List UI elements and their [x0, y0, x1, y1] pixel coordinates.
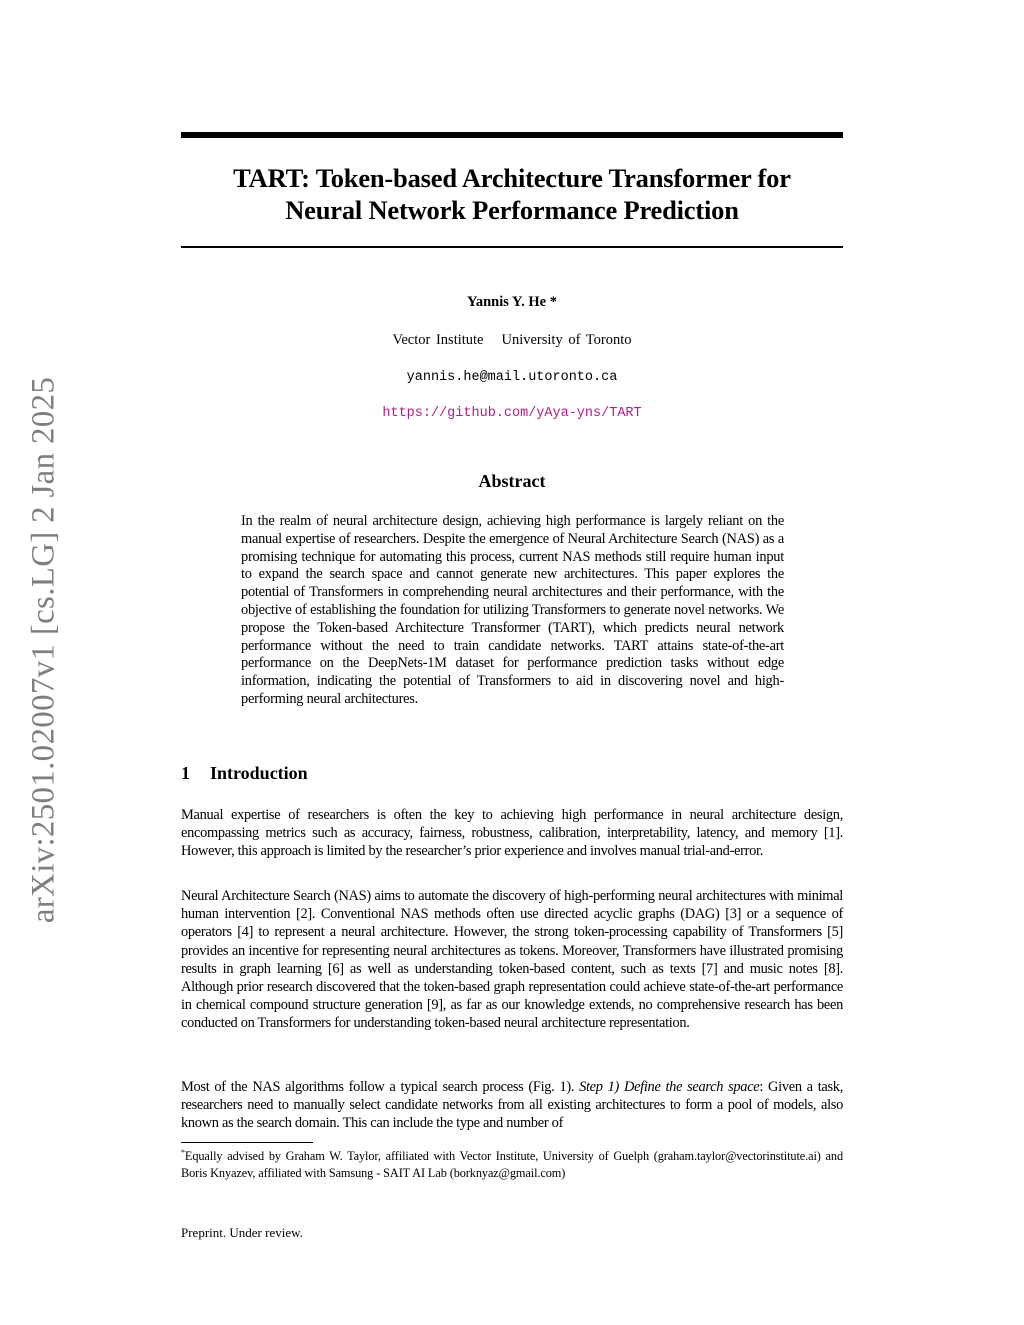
abstract-body: In the realm of neural architecture design, achieving high performance is largely reliant on the manual expertise of researchers. Despite the emergence of Neural Architecture Search (NAS) as a promising technique for automating this process, current NAS methods still require human input to expand the search space and cannot generate new architectures. This paper explores the potential of Transformers in comprehending neural architectures and their performance, with the objective of establishing the foundation for utilizing Transformers to generate novel networks. We propose the Token-based Architecture Transformer (TART), which predicts neural network performance without the need to train candidate networks. TART attains state-of-the-art performance on the DeepNets-1M dataset for performance prediction tasks without edge information, indicating the potential of Transformers to aid in discovering novel and high-performing neural architectures.: [241, 513, 784, 707]
section-heading-introduction: [181, 763, 308, 784]
preprint-note: Preprint. Under review.: [181, 1225, 303, 1240]
github-link[interactable]: https://github.com/yAya-yns/TART: [382, 406, 642, 421]
abstract-heading: Abstract: [478, 471, 546, 491]
section-title: Introduction: [210, 763, 308, 783]
title-line-2: Neural Network Performance Prediction: [285, 195, 739, 225]
intro-paragraph-3: [181, 1078, 843, 1133]
affiliation-university-of-toronto: University of Toronto: [501, 332, 632, 348]
author-email[interactable]: yannis.he@mail.utoronto.ca: [406, 370, 618, 385]
step-1-label: Step 1) Define the search space: [579, 1079, 760, 1095]
affiliations: [181, 332, 843, 349]
footnote-rule: [181, 1142, 313, 1143]
title-bottom-rule: [181, 246, 843, 248]
paragraph-3-start: Most of the NAS algorithms follow a typical search process (Fig. 1).: [181, 1079, 580, 1095]
intro-paragraph-1: Manual expertise of researchers is often the key to achieving high performance in neural architecture design, encompassing metrics such as accuracy, fairness, robustness, calibration, interpretability, latency, and memory [1]. However, this approach is limited by the researcher’s prior experience and involves manual trial-and-error.: [181, 807, 843, 860]
title-top-rule: [181, 132, 843, 138]
intro-paragraph-2: Neural Architecture Search (NAS) aims to automate the discovery of high-performing neural architectures with minimal human intervention [2]. Conventional NAS methods often use directed acyclic graphs (DAG) [3] or a sequence of operators [4] to represent a neural architecture. However, the strong token-processing capability of Transformers [5] provides an incentive for representing neural architectures as tokens. Moreover, Transformers have illustrated promising results in graph learning [6] as well as understanding token-based content, such as texts [7] and music notes [8]. Although prior research discovered that the token-based graph representation could achieve state-of-the-art performance in chemical compound structure generation [9], as far as our knowledge extends, no comprehensive research has been conducted on Transformers for understanding token-based neural architecture representation.: [181, 888, 843, 1032]
author-name: Yannis Y. He *: [467, 294, 557, 310]
footnote-text: Equally advised by Graham W. Taylor, affiliated with Vector Institute, University of Guelph (graham.taylor@vectorinstitute.ai) and Boris Knyazev, affiliated with Samsung - SAIT AI Lab (borknyaz@gmail.com): [181, 1149, 843, 1180]
paragraph-3-rest: : Given a task, researchers need to manually select candidate networks from all existing architectures to form a pool of models, also known as the search domain. This can include the type and number of: [181, 1079, 843, 1132]
paper-title: [181, 162, 843, 226]
arxiv-identifier-stamp: arXiv:2501.02007v1 [cs.LG] 2 Jan 2025: [25, 376, 62, 924]
footnote-mark: *: [181, 1148, 185, 1157]
title-line-1: TART: Token-based Architecture Transformer for: [233, 163, 791, 193]
footnote: [181, 1145, 843, 1181]
section-number: 1: [181, 763, 190, 783]
affiliation-vector-institute: Vector Institute: [392, 332, 484, 348]
